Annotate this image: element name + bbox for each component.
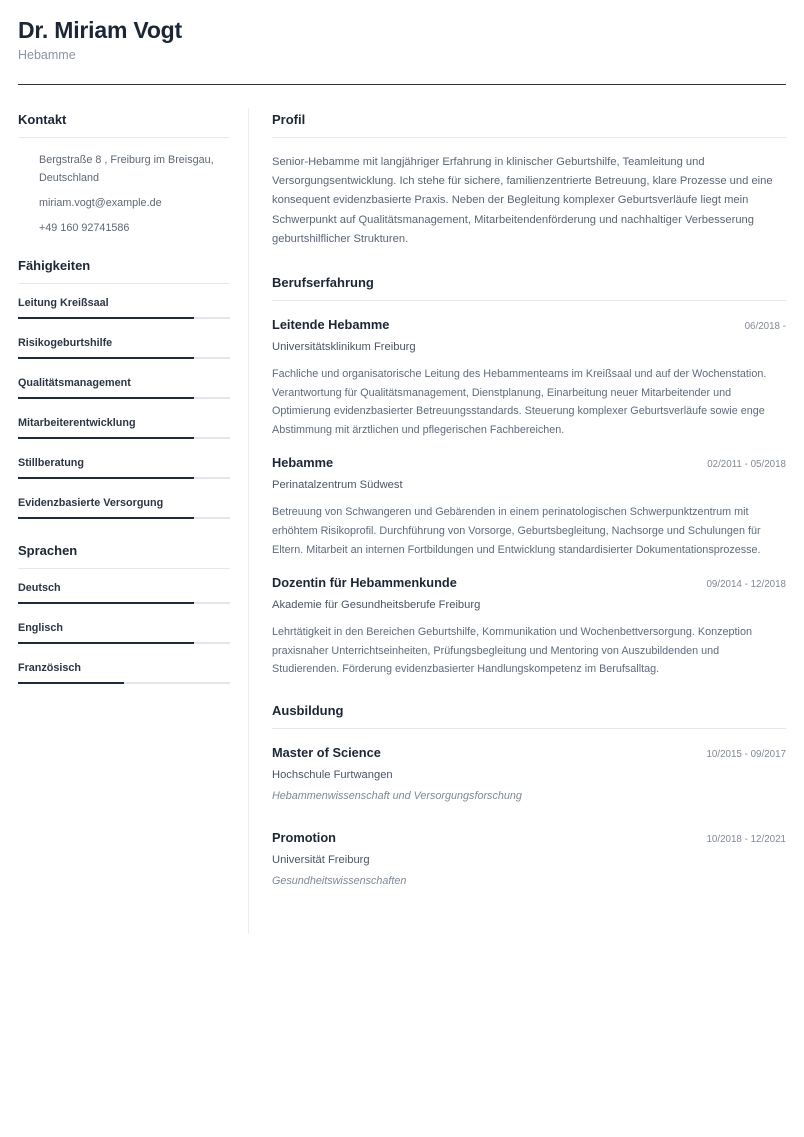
language-label: Französisch xyxy=(18,662,81,674)
languages-heading: Sprachen xyxy=(18,543,230,569)
skill-bar-fill xyxy=(18,517,194,519)
entry-organization: Perinatalzentrum Südwest xyxy=(272,479,403,492)
skill-item xyxy=(18,416,230,439)
profile-heading: Profil xyxy=(272,112,786,138)
entry-date: 10/2015 - 09/2017 xyxy=(706,748,786,760)
contact-phone[interactable]: +49 160 92741586 xyxy=(39,222,130,234)
entry-organization: Universität Freiburg xyxy=(272,853,370,866)
entry-description: Betreuung von Schwangeren und Gebärenden in einem perinatologischen Schwerpunktzentrum mit erhöhtem Risikoprofil. Durchführung von Vorsorge, Geburtsbegleitung, Nachsorge und Schulungen für Eltern. Mitarbeit an internen Fortbildungen und Entwicklung standardisierter Dokumentationsprozesse. xyxy=(272,506,761,556)
education-entry xyxy=(272,830,786,888)
language-item xyxy=(18,621,230,644)
languages-list xyxy=(18,581,230,684)
entry-title: Dozentin für Hebammenkunde xyxy=(272,575,457,591)
skill-bar-fill xyxy=(18,317,194,319)
skill-bar-track xyxy=(18,517,230,519)
experience-entry xyxy=(272,575,786,679)
skills-heading: Fähigkeiten xyxy=(18,258,230,284)
skill-bar-track xyxy=(18,317,230,319)
experience-entry xyxy=(272,317,786,439)
skill-bar-fill xyxy=(18,357,194,359)
entry-title: Leitende Hebamme xyxy=(272,317,390,333)
language-bar-fill xyxy=(18,642,194,644)
language-bar-track xyxy=(18,602,230,604)
entry-field: Gesundheitswissenschaften xyxy=(272,874,407,887)
entry-field: Hebammenwissenschaft und Versorgungsforschung xyxy=(272,789,522,802)
sidebar xyxy=(18,112,230,701)
entry-date: 09/2014 - 12/2018 xyxy=(706,579,786,591)
skill-item xyxy=(18,496,230,519)
entry-organization: Hochschule Furtwangen xyxy=(272,768,393,781)
language-item xyxy=(18,661,230,684)
contact-list xyxy=(18,138,230,237)
experience-section xyxy=(272,275,786,679)
skill-item xyxy=(18,336,230,359)
skill-label: Mitarbeiterentwicklung xyxy=(18,417,136,429)
contact-section xyxy=(18,112,230,237)
skill-bar-track xyxy=(18,397,230,399)
language-label: Englisch xyxy=(18,622,63,634)
language-bar-fill xyxy=(18,682,124,684)
language-bar-fill xyxy=(18,602,194,604)
skill-bar-fill xyxy=(18,397,194,399)
contact-address: Bergstraße 8 , Freiburg im Breisgau, Deutschland xyxy=(39,154,214,184)
skill-bar-fill xyxy=(18,437,194,439)
skill-bar-track xyxy=(18,437,230,439)
experience-heading: Berufserfahrung xyxy=(272,275,786,301)
column-divider xyxy=(248,108,249,934)
entry-date: 10/2018 - 12/2021 xyxy=(706,833,786,845)
experience-entry xyxy=(272,455,786,559)
person-name: Dr. Miriam Vogt xyxy=(18,17,182,43)
education-list xyxy=(272,745,786,888)
entry-organization: Universitätsklinikum Freiburg xyxy=(272,341,416,354)
language-label: Deutsch xyxy=(18,582,61,594)
skills-list xyxy=(18,296,230,519)
resume-header xyxy=(18,16,786,62)
skill-item xyxy=(18,456,230,479)
skill-bar-fill xyxy=(18,477,194,479)
skill-bar-track xyxy=(18,357,230,359)
entry-date: 02/2011 - 05/2018 xyxy=(707,459,786,471)
skill-label: Stillberatung xyxy=(18,457,84,469)
education-entry xyxy=(272,745,786,803)
languages-section xyxy=(18,543,230,684)
language-bar-track xyxy=(18,682,230,684)
entry-title: Master of Science xyxy=(272,744,381,760)
language-item xyxy=(18,581,230,604)
entry-description: Lehrtätigkeit in den Bereichen Geburtshilfe, Kommunikation und Wochenbettversorgung. Konzeption praxisnaher Unterrichtseinheiten, Prüfungsbegleitung und Mentoring von Auszubildenden und Studierenden. Förderung evidenzbasierter Handlungskompetenz im Berufsalltag. xyxy=(272,626,752,676)
education-heading: Ausbildung xyxy=(272,703,786,729)
profile-section xyxy=(272,112,786,249)
entry-title: Hebamme xyxy=(272,455,334,471)
contact-heading: Kontakt xyxy=(18,112,230,138)
skill-bar-track xyxy=(18,477,230,479)
entry-title: Promotion xyxy=(272,829,336,845)
entry-date: 06/2018 - xyxy=(744,321,786,333)
skill-item xyxy=(18,296,230,319)
skill-label: Risikogeburtshilfe xyxy=(18,337,113,349)
job-title: Hebamme xyxy=(18,48,76,62)
skill-label: Evidenzbasierte Versorgung xyxy=(18,497,164,509)
experience-list xyxy=(272,317,786,679)
language-bar-track xyxy=(18,642,230,644)
skills-section xyxy=(18,258,230,519)
main-content xyxy=(272,112,786,915)
skill-item xyxy=(18,376,230,399)
contact-email[interactable]: miriam.vogt@example.de xyxy=(39,197,162,209)
profile-text: Senior-Hebamme mit langjähriger Erfahrung in klinischer Geburtshilfe, Teamleitung und Versorgungsentwicklung. Ich stehe für sichere, familienzentrierte Betreuung, klare Prozesse und eine konsequent evidenzbasierte Praxis. Neben der Begleitung komplexer Geburtsverläufe liegt mein Schwerpunkt auf Qualitätsmanagement, Mitarbeitendenförderung und nachhaltiger Verbesserung geburtshilflicher Strukturen. xyxy=(272,156,773,245)
entry-description: Fachliche und organisatorische Leitung des Hebammenteams im Kreißsaal und auf der Wochenstation. Verantwortung für Qualitätsmanagement, Dienstplanung, Einarbeitung neuer Mitarbeitender und Optimierung evidenzbasierter Betreuungsstandards. Steuerung komplexer Geburtsverläufe sowie enge Abstimmung mit ärztlichen und pflegerischen Fachbereichen. xyxy=(272,368,767,436)
education-section xyxy=(272,703,786,888)
skill-label: Leitung Kreißsaal xyxy=(18,297,109,309)
entry-organization: Akademie für Gesundheitsberufe Freiburg xyxy=(272,599,481,612)
skill-label: Qualitätsmanagement xyxy=(18,377,131,389)
header-divider xyxy=(18,84,786,85)
